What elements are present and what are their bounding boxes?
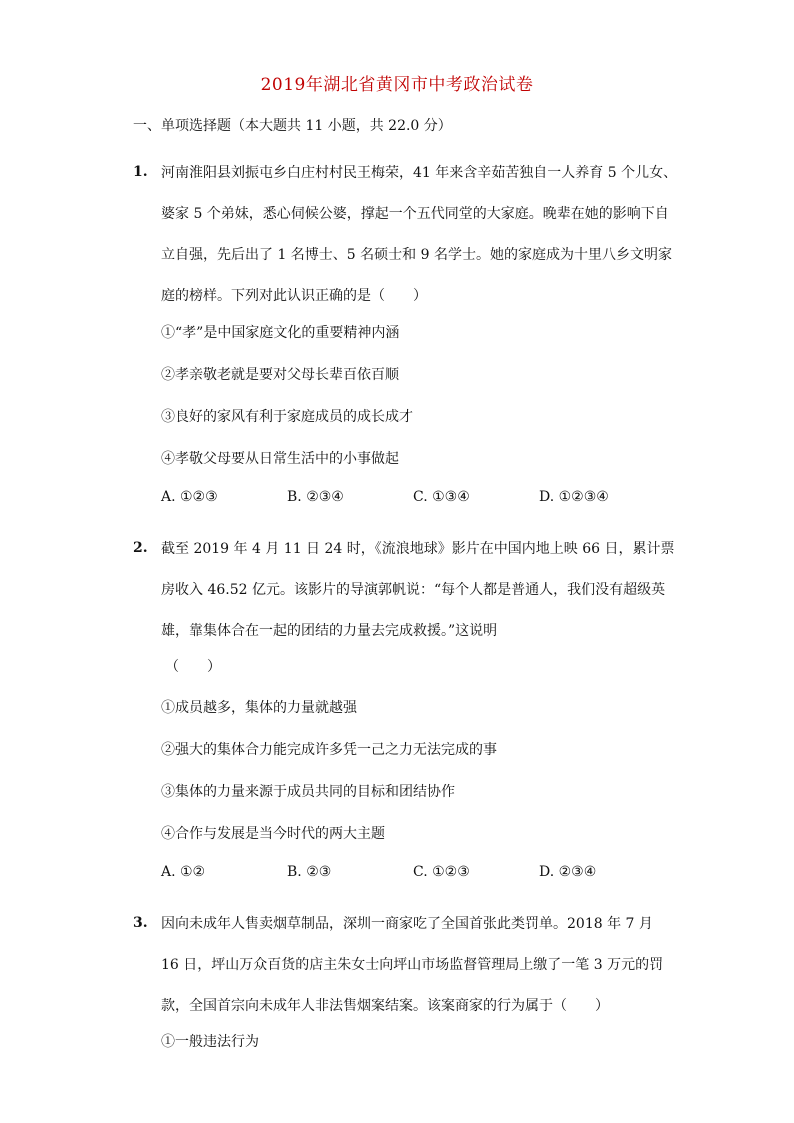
stem-line: 婆家 5 个弟妹，悉心伺候公婆，撑起一个五代同堂的大家庭。晚辈在她的影响下自 [161, 206, 669, 222]
choice-b[interactable]: B. ②③④ [287, 489, 344, 505]
section-heading: 一、单项选择题（本大题共 11 小题，共 22.0 分） [133, 118, 452, 134]
option-statement: ①“孝”是中国家庭文化的重要精神内涵 [161, 325, 400, 341]
page-title: 2019年湖北省黄冈市中考政治试卷 [260, 75, 534, 95]
choice-b[interactable]: B. ②③ [287, 864, 332, 880]
answer-bracket: （ ） [165, 659, 221, 675]
option-statement: ③集体的力量来源于成员共同的目标和团结协作 [161, 784, 455, 800]
choice-a[interactable]: A. ①② [161, 864, 206, 880]
stem-line: 立自强，先后出了 1 名博士、5 名硕士和 9 名学士。她的家庭成为十里八乡文明家 [161, 247, 672, 263]
choice-c[interactable]: C. ①③④ [413, 489, 470, 505]
choice-d[interactable]: D. ①②③④ [539, 489, 609, 505]
answer-choices [161, 864, 681, 884]
stem-line: 因向未成年人售卖烟草制品，深圳一商家吃了全国首张此类罚单。2018 年 7 月 [161, 916, 653, 932]
option-statement: ③良好的家风有利于家庭成员的成长成才 [161, 409, 413, 425]
question-stem [161, 904, 676, 1027]
question-number: 2. [133, 540, 148, 556]
option-statement: ①一般违法行为 [161, 1034, 259, 1050]
stem-line: 河南淮阳县刘振屯乡白庄村村民王梅荣，41 年来含辛茹苦独自一人养育 5 个儿女、 [161, 165, 678, 181]
stem-line: 截至 2019 年 4 月 11 日 24 时，《流浪地球》影片在中国内地上映 66 日，累计票 [161, 541, 675, 557]
option-statement: ②强大的集体合力能完成许多凭一己之力无法完成的事 [161, 742, 497, 758]
stem-line: 房收入 46.52 亿元。该影片的导演郭帆说：“每个人都是普通人，我们没有超级英 [161, 582, 666, 598]
stem-line: 款，全国首宗向未成年人非法售烟案结案。该案商家的行为属于（ ） [161, 998, 609, 1014]
question-number: 3. [133, 915, 148, 931]
stem-line: 16 日，坪山万众百货的店主朱女士向坪山市场监督管理局上缴了一笔 3 万元的罚 [161, 957, 664, 973]
stem-line: 雄，靠集体合在一起的团结的力量去完成救援。”这说明 [161, 623, 498, 639]
stem-line: 庭的榜样。下列对此认识正确的是（ ） [161, 288, 427, 304]
choice-a[interactable]: A. ①②③ [161, 489, 218, 505]
option-statement: ②孝亲敬老就是要对父母长辈百依百顺 [161, 367, 399, 383]
question-number: 1. [133, 164, 148, 180]
question-stem [161, 153, 676, 317]
answer-choices [161, 489, 681, 509]
option-statement: ④合作与发展是当今时代的两大主题 [161, 826, 385, 842]
question-stem [161, 529, 676, 652]
option-statement: ①成员越多，集体的力量就越强 [161, 700, 357, 716]
choice-d[interactable]: D. ②③④ [539, 864, 597, 880]
option-statement: ④孝敬父母要从日常生活中的小事做起 [161, 451, 399, 467]
choice-c[interactable]: C. ①②③ [413, 864, 470, 880]
